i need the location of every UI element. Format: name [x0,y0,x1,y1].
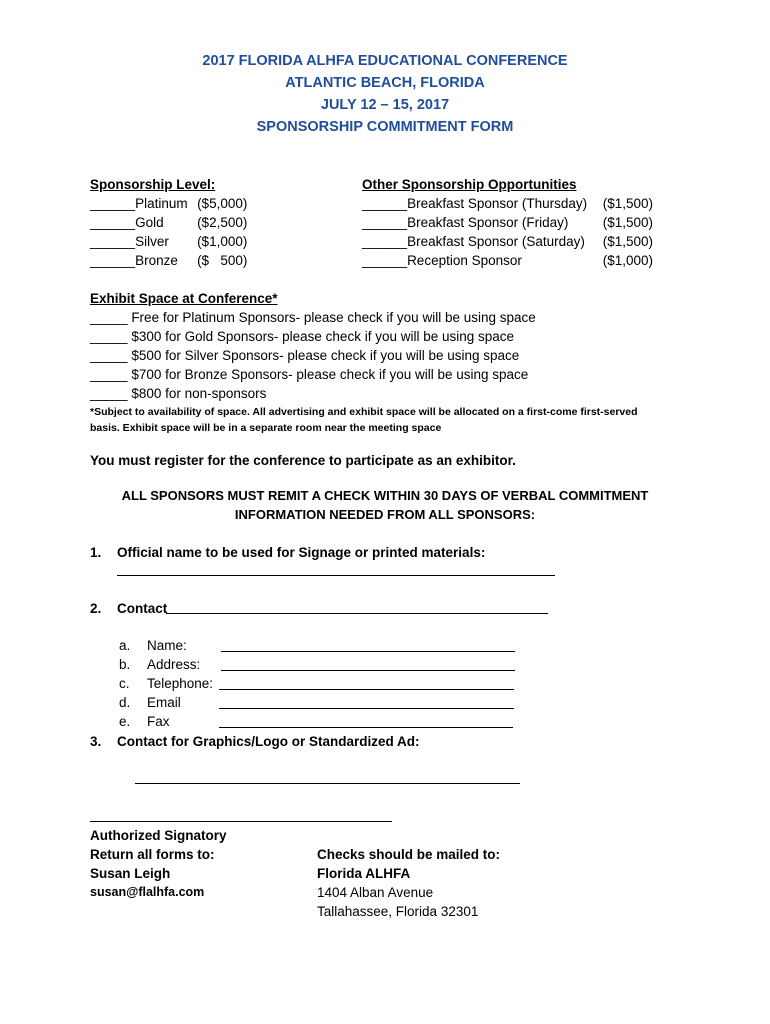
sponsorship-level-section [90,175,247,270]
question-2-label: Contact [117,601,168,616]
mailing-org: Florida ALHFA [317,866,411,881]
question-1-label: Official name to be used for Signage or printed materials: [117,545,486,560]
register-notice: You must register for the conference to participate as an exhibitor. [90,453,516,468]
contact-email-row: d. Email [119,695,181,710]
other-opportunities-section [362,175,653,270]
address-input-line[interactable] [221,670,515,671]
form-title: SPONSORSHIP COMMITMENT FORM [256,119,514,135]
mailing-label: Checks should be mailed to: [317,847,501,862]
exhibit-section [90,289,638,436]
exhibit-heading: Exhibit Space at Conference* [90,291,278,306]
contact-fax-row: e. Fax [119,714,170,729]
contact-name-row: a. Name: [119,638,187,653]
return-contact-email[interactable]: susan@flalhfa.com [90,885,205,899]
telephone-input-line[interactable] [219,689,514,690]
email-input-line[interactable] [219,708,514,709]
form-header [0,50,770,138]
mailing-city: Tallahassee, Florida 32301 [317,904,479,919]
opportunity-breakfast-friday[interactable]: ______Breakfast Sponsor (Friday) ($1,500) [362,215,654,230]
contact-telephone-row: c. Telephone: [119,676,214,691]
opportunity-breakfast-saturday[interactable]: ______Breakfast Sponsor (Saturday) ($1,500) [362,234,654,249]
conference-title: 2017 FLORIDA ALHFA EDUCATIONAL CONFERENCE [202,53,568,69]
mailing-street: 1404 Alban Avenue [317,885,434,900]
fax-input-line[interactable] [219,727,513,728]
exhibit-note: *Subject to availability of space. All advertising and exhibit space will be allocated on a first-come first-served [90,406,638,418]
sponsorship-option-gold[interactable]: ______Gold ($2,500) [90,215,248,230]
remit-notice: ALL SPONSORS MUST REMIT A CHECK WITHIN 30 DAYS OF VERBAL COMMITMENT [121,488,649,503]
contact-field[interactable] [166,613,548,614]
question-1: 1. Official name to be used for Signage or printed materials: [90,545,486,560]
mailing-block [317,845,500,921]
conference-location: ATLANTIC BEACH, FLORIDA [285,75,485,91]
graphics-contact-field[interactable] [135,783,520,784]
exhibit-note-continued: basis. Exhibit space will be in a separate room near the meeting space [90,422,442,434]
signature-line[interactable] [90,821,392,822]
exhibit-option-gold[interactable]: _____ $300 for Gold Sponsors- please check if you will be using space [90,329,515,344]
exhibit-option-platinum[interactable]: _____ Free for Platinum Sponsors- please check if you will be using space [90,310,536,325]
exhibit-option-non-sponsor[interactable]: _____ $800 for non-sponsors [90,386,267,401]
sponsorship-option-platinum[interactable]: ______Platinum ($5,000) [90,196,248,211]
opportunity-breakfast-thursday[interactable]: ______Breakfast Sponsor (Thursday) ($1,500) [362,196,654,211]
contact-address-row: b. Address: [119,657,201,672]
sponsorship-level-heading: Sponsorship Level: [90,177,216,192]
question-2: 2. Contact [90,601,168,616]
exhibit-option-bronze[interactable]: _____ $700 for Bronze Sponsors- please check if you will be using space [90,367,529,382]
return-contact-name: Susan Leigh [90,866,171,881]
contact-fields-list [119,636,213,731]
question-3: 3. Contact for Graphics/Logo or Standardized Ad: [90,734,420,749]
sponsorship-option-bronze[interactable]: ______Bronze ($ 500) [90,253,248,268]
signatory-label: Authorized Signatory [90,828,227,843]
question-3-label: Contact for Graphics/Logo or Standardized Ad: [117,734,420,749]
official-name-field[interactable] [117,575,555,576]
conference-dates: JULY 12 – 15, 2017 [320,97,450,113]
opportunity-reception[interactable]: ______Reception Sponsor ($1,000) [362,253,654,268]
information-needed-notice: INFORMATION NEEDED FROM ALL SPONSORS: [234,507,536,522]
exhibit-option-silver[interactable]: _____ $500 for Silver Sponsors- please check if you will be using space [90,348,520,363]
name-input-line[interactable] [221,651,515,652]
return-forms-label: Return all forms to: [90,847,215,862]
sponsorship-option-silver[interactable]: ______Silver ($1,000) [90,234,248,249]
signature-block [90,826,227,902]
other-opportunities-heading: Other Sponsorship Opportunities [362,177,577,192]
